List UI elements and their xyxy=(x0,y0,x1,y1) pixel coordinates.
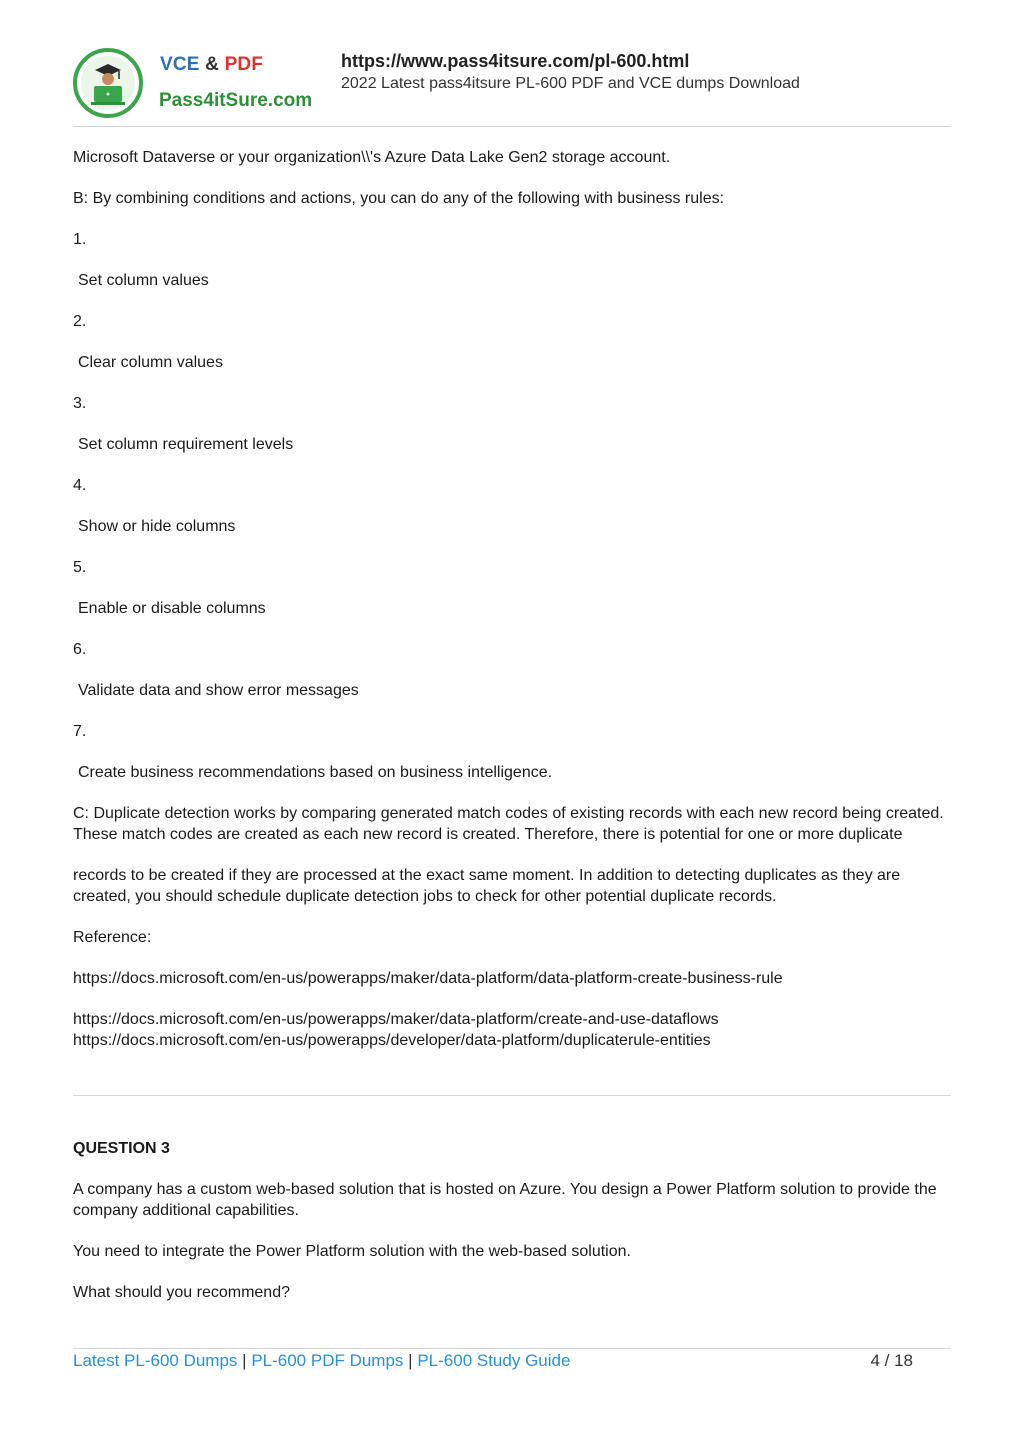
list-item: Set column values xyxy=(78,272,209,289)
list-item: Enable or disable columns xyxy=(78,600,266,617)
logo-vce: VCE xyxy=(160,54,200,75)
reference-label: Reference: xyxy=(73,929,152,946)
question-prompt: What should you recommend? xyxy=(73,1284,290,1301)
graduate-laptop-icon xyxy=(73,48,143,118)
list-number: 5. xyxy=(73,559,87,576)
question-title: QUESTION 3 xyxy=(73,1140,170,1157)
site-logo[interactable] xyxy=(73,44,317,124)
latest-dumps-link[interactable]: Latest PL-600 Dumps xyxy=(73,1351,238,1370)
list-item: Create business recommendations based on business intelligence. xyxy=(78,764,553,781)
logo-text xyxy=(160,54,263,76)
c-paragraph-2: records to be created if they are processed at the exact same moment. In addition to detecting duplicates as they are created, you should schedule duplicate detection jobs to check for other potential duplicate records. xyxy=(73,867,901,905)
list-item: Set column requirement levels xyxy=(78,436,294,453)
header-url[interactable]: https://www.pass4itsure.com/pl-600.html xyxy=(341,51,690,71)
reference-link[interactable]: https://docs.microsoft.com/en-us/powerapps/maker/data-platform/data-platform-create-business-rule xyxy=(73,970,783,987)
c-paragraph-1: C: Duplicate detection works by comparing generated match codes of existing records with each new record being created. These match codes are created as each new record is created. Therefore, there is potential for one or more duplicate xyxy=(73,805,944,843)
list-number: 3. xyxy=(73,395,87,412)
study-guide-link[interactable]: PL-600 Study Guide xyxy=(417,1351,571,1370)
list-number: 7. xyxy=(73,723,87,740)
list-item: Clear column values xyxy=(78,354,223,371)
reference-link[interactable]: https://docs.microsoft.com/en-us/powerapps/developer/data-platform/duplicaterule-entities xyxy=(73,1032,711,1049)
section-divider xyxy=(73,1095,951,1096)
page-footer xyxy=(73,1351,951,1371)
footer-separator: | xyxy=(242,1351,247,1370)
logo-site-name: Pass4itSure.com xyxy=(159,90,313,111)
reference-link[interactable]: https://docs.microsoft.com/en-us/powerapps/maker/data-platform/create-and-use-dataflows xyxy=(73,1011,719,1028)
header-divider xyxy=(73,126,951,127)
question-section xyxy=(73,1138,951,1323)
list-item: Show or hide columns xyxy=(78,518,236,535)
answer-explanation xyxy=(73,147,951,1051)
list-number: 1. xyxy=(73,231,87,248)
page-number: 4 / 18 xyxy=(870,1351,913,1370)
list-number: 2. xyxy=(73,313,87,330)
question-paragraph: A company has a custom web-based solution that is hosted on Azure. You design a Power Platform solution to provide the company additional capabilities. xyxy=(73,1181,937,1219)
intro-text: Microsoft Dataverse or your organization\\'s Azure Data Lake Gen2 storage account. xyxy=(73,149,671,166)
logo-amp: & xyxy=(205,54,220,75)
b-line: B: By combining conditions and actions, you can do any of the following with business rules: xyxy=(73,190,725,207)
header-subtitle: 2022 Latest pass4itsure PL-600 PDF and VCE dumps Download xyxy=(341,75,800,92)
page-header xyxy=(73,44,951,126)
pdf-dumps-link[interactable]: PL-600 PDF Dumps xyxy=(251,1351,404,1370)
list-item: Validate data and show error messages xyxy=(78,682,359,699)
list-number: 4. xyxy=(73,477,87,494)
footer-separator: | xyxy=(408,1351,413,1370)
list-number: 6. xyxy=(73,641,87,658)
logo-pdf: PDF xyxy=(224,54,264,75)
footer-divider xyxy=(73,1348,951,1349)
question-paragraph: You need to integrate the Power Platform solution with the web-based solution. xyxy=(73,1243,631,1260)
